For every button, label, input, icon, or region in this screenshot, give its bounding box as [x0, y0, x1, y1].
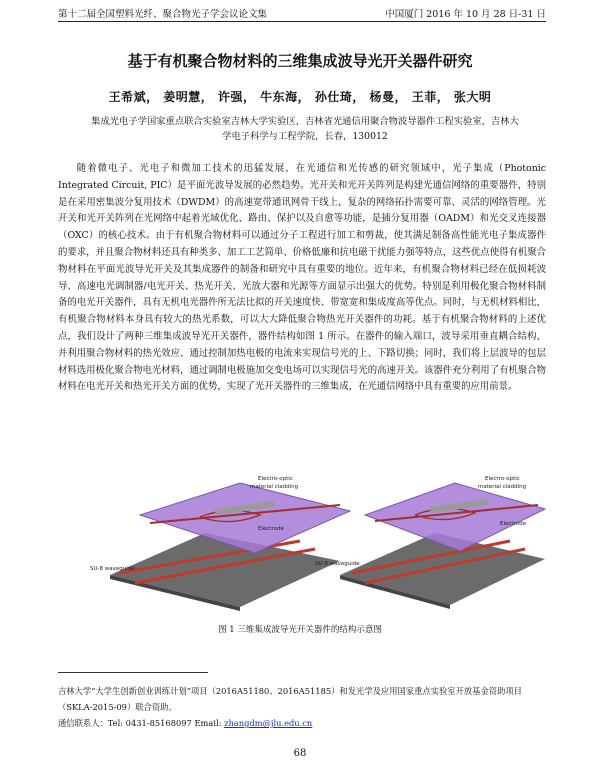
contact-label: 通信联系人：Tel: 0431-85168097 Email:	[58, 718, 225, 728]
affiliation	[80, 114, 530, 144]
running-header	[58, 6, 546, 20]
waveguide-label: SU-8 waveguide	[90, 566, 135, 572]
device-left	[90, 476, 350, 611]
footnote-contact	[58, 715, 548, 731]
figure-1-device-schematic	[90, 475, 550, 615]
footnote-funding-line-2: （SKLA-2015-09）联合资助。	[58, 702, 177, 712]
header-divider	[58, 21, 546, 22]
cladding-label-line-2: material cladding	[250, 484, 299, 490]
electrode-label: Electrode	[500, 521, 526, 527]
figure-caption: 图 1 三维集成波导光开关器件的结构示意图	[218, 625, 382, 635]
author-list: 王希斌， 姜明慧， 许强， 牛东海， 孙仕琦， 杨曼， 王菲， 张大明	[108, 90, 492, 104]
affiliation-line-2: 学电子科学与工程学院，长春，130012	[222, 131, 388, 142]
device-right	[315, 476, 545, 609]
footnote-funding-line-1: 吉林大学“大学生创新创业训练计划”项目（2016A51180、2016A51185）和发光学及应用国家重点实验室开放基金资助项目	[58, 686, 522, 696]
electro-optic-cladding	[140, 483, 350, 553]
electrode-label: Electrode	[258, 526, 284, 532]
header-conference: 第十二届全国塑料光纤、聚合物光子学会议论文集	[58, 9, 268, 20]
affiliation-line-1: 集成光电子学国家重点联合实验室吉林大学实验区，吉林省光通信用聚合物波导器件工程实验室，吉林大	[91, 116, 519, 127]
footnote	[58, 683, 548, 731]
cladding-label-line-2: material cladding	[478, 484, 527, 490]
cladding-label-line-1: Electro-optic	[258, 476, 293, 482]
cladding-label-line-1: Electro-optic	[485, 476, 520, 482]
page-number: 68	[293, 748, 307, 759]
waveguide-label: SU-8 waveguide	[315, 561, 360, 567]
paper-title: 基于有机聚合物材料的三维集成波导光开关器件研究	[127, 52, 473, 70]
body-paragraph: 随着微电子、光电子和微加工技术的迅猛发展，在光通信和光传感的研究领域中，光子集成（Photonic Integrated Circuit, PIC）是平面光波导发展的必然趋势。光开关和光开关阵列是构建光通信网络的重要器件，特别是在采用密集波分复用技术（DWDM）的高速宽带通讯网骨干线上，复杂的网络拓扑需要可靠、灵活的网络管理。光开关和光开关阵列在光网络中起着光域优化、路由、保护以及自愈等功能，是插分复用器（OADM）和光交叉连接器（OXC）的核心技术。由于有机聚合物材料可以通过分子工程进行加工和剪裁，使其满足制备高性能光电子集成器件的要求，并且聚合物材料还具有种类多、加工工艺简单、价格低廉和抗电磁干扰能力强等特点，这些优点使得有机聚合物材料在平面光波导光开关及其集成器件的制备和研究中具有重要的地位。近年来，有机聚合物材料已经在低损耗波导、高速电光调制器/电光开关、热光开关、光放大器和光源等方面显示出强大的优势。特别是利用极化聚合物材料制备的电光开关器件，具有无机电光器件所无法比拟的开关速度快、带宽宽和集成度高等优点。同时，与无机材料相比，有机聚合物材料本身具有较大的热光系数，可以大大降低聚合物热光开关器件的功耗。基于有机聚合物材料的上述优点，我们设计了两种三维集成波导光开关器件，器件结构如图 1 所示。在器件的输入端口，波导采用垂直耦合结构，并利用聚合物材料的热光效应、通过控制加热电极的电流来实现信号光的上、下路切换；同时，我们将上层波导的包层材料选用极化聚合物电光材料，通过调制电极施加交变电场可以实现信号光的高速开关。该器件充分利用了有机聚合物材料在电光开关和热光开关方面的优势，实现了光开关器件的三维集成，在光通信网络中具有重要的应用前景。	[58, 163, 546, 393]
header-location-date: 中国厦门 2016 年 10 月 28 日-31 日	[385, 9, 546, 20]
footnote-divider	[58, 672, 208, 673]
electro-optic-cladding	[365, 483, 545, 551]
email-link[interactable]: zhangdm@jlu.edu.cn	[224, 718, 313, 728]
